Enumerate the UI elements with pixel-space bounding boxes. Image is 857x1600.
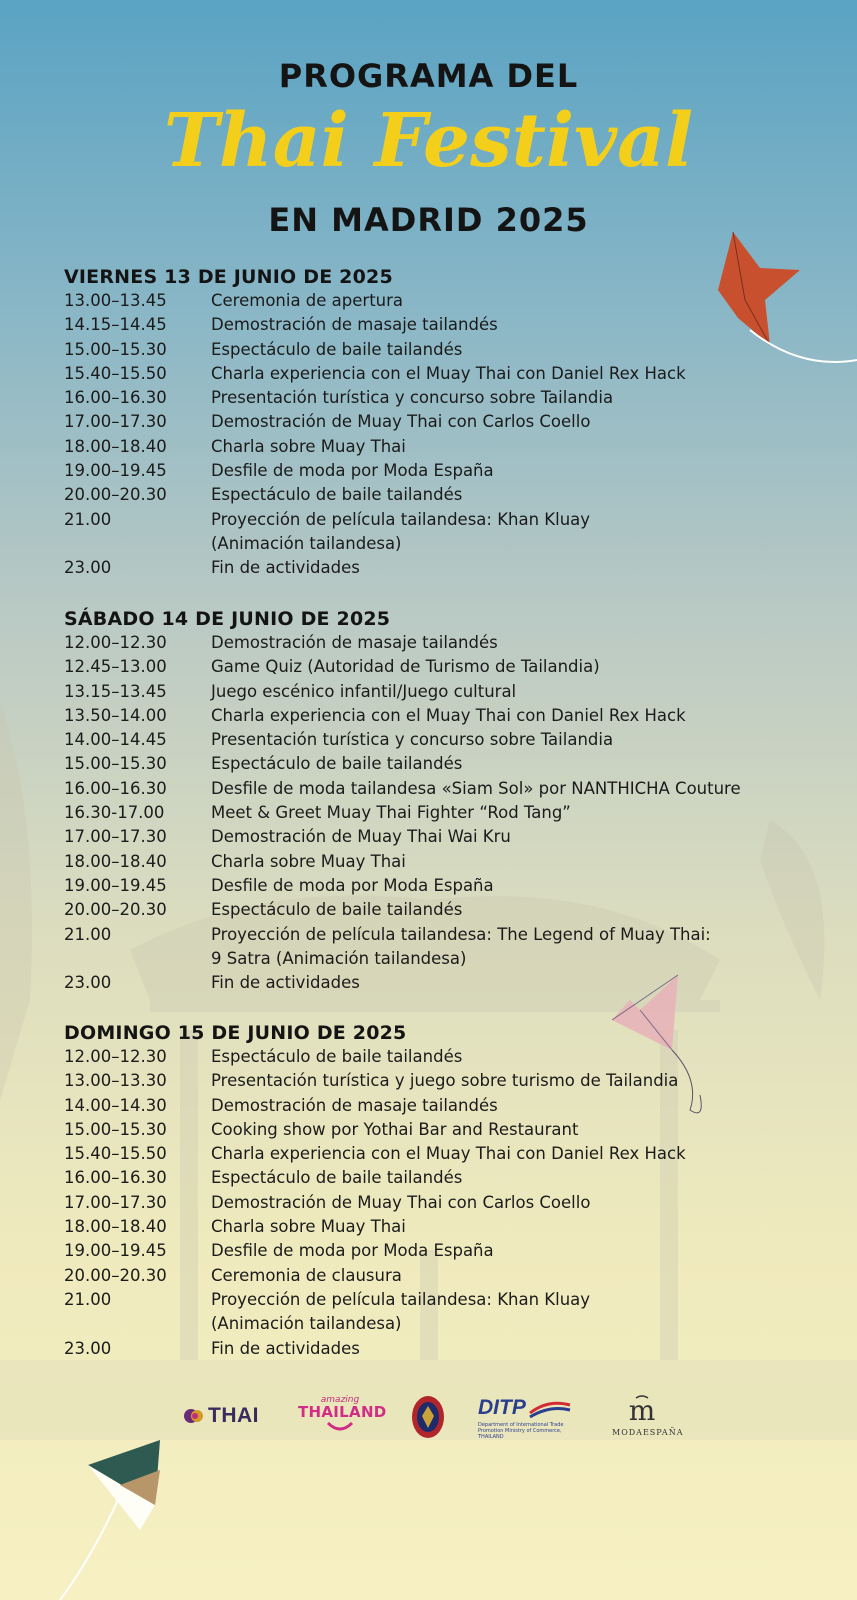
schedule-event: Espectáculo de baile tailandés (211, 1168, 463, 1188)
schedule-row (64, 1288, 824, 1337)
schedule-event: Demostración de Muay Thai con Carlos Coello (211, 412, 591, 432)
moda-espana-text: MODAESPAÑA (612, 1428, 684, 1437)
schedule-row (64, 752, 824, 776)
schedule-event: Charla experiencia con el Muay Thai con Daniel Rex Hack (211, 1144, 686, 1164)
header-bottom-line: EN MADRID 2025 (268, 201, 589, 239)
schedule-event: Fin de actividades (211, 973, 360, 993)
thailand-text: THAILAND (298, 1403, 387, 1421)
schedule-event: Proyección de película tailandesa: Khan Kluay (Animación tailandesa) (211, 1289, 591, 1334)
schedule-event: Demostración de masaje tailandés (211, 1095, 498, 1115)
schedule-row (64, 313, 824, 337)
schedule-row (64, 801, 824, 825)
schedule-row (64, 1239, 824, 1263)
schedule-row (64, 874, 824, 898)
thai-airways-logo (182, 1404, 259, 1428)
green-kite (60, 1440, 160, 1600)
schedule-time: 16.00–16.30 (64, 778, 167, 798)
schedule-time: 18.00–18.40 (64, 1217, 167, 1237)
schedule-row (64, 704, 824, 728)
schedule-time: 13.00–13.30 (64, 1071, 167, 1091)
schedule-event: Fin de actividades (211, 558, 360, 578)
schedule-time: 14.00–14.30 (64, 1095, 167, 1115)
day-title: SÁBADO 14 DE JUNIO DE 2025 (64, 608, 391, 630)
amazing-text: amazing (320, 1395, 360, 1405)
schedule-event: Charla experiencia con el Muay Thai con Daniel Rex Hack (211, 705, 686, 725)
schedule-event: Presentación turística y concurso sobre Tailandia (211, 388, 614, 408)
schedule-row (64, 1264, 824, 1288)
schedule-event: Espectáculo de baile tailandés (211, 1047, 463, 1066)
schedule-row (64, 1045, 824, 1069)
schedule-row (64, 338, 824, 362)
schedule-row (64, 386, 824, 410)
amazing-thailand-logo (298, 1395, 387, 1436)
schedule-time: 23.00 (64, 558, 112, 578)
schedule-time: 19.00–19.45 (64, 875, 167, 895)
smile-icon (325, 1421, 355, 1433)
schedule-row (64, 459, 824, 483)
schedule-time: 14.15–14.45 (64, 315, 167, 335)
schedule-event: Charla sobre Muay Thai (211, 851, 406, 871)
schedule-row (64, 508, 824, 557)
schedule-time: 15.00–15.30 (64, 339, 167, 359)
schedule-event: Demostración de Muay Thai Wai Kru (211, 827, 511, 847)
schedule-event: Desfile de moda por Moda España (211, 1241, 494, 1261)
thai-logo-text: THAI (208, 1404, 259, 1427)
schedule-row (64, 289, 824, 313)
schedule-event: Proyección de película tailandesa: The Legend of Muay Thai: 9 Satra (Animación tailandesa) (211, 924, 711, 968)
schedule-row (64, 410, 824, 434)
schedule-time: 17.00–17.30 (64, 827, 167, 847)
schedule-event: Demostración de masaje tailandés (211, 315, 498, 335)
schedule-time: 12.45–13.00 (64, 657, 167, 677)
schedule-time: 21.00 (64, 924, 112, 944)
schedule-event: Espectáculo de baile tailandés (211, 485, 463, 505)
schedule-row (64, 631, 824, 655)
schedule-time: 19.00–19.45 (64, 1241, 167, 1261)
schedule-event: Presentación turística y concurso sobre Tailandia (211, 730, 614, 750)
schedule-row (64, 362, 824, 386)
garuda-icon (410, 1394, 446, 1440)
schedule-time: 12.00–12.30 (64, 1047, 167, 1066)
schedule-event: Desfile de moda por Moda España (211, 461, 494, 481)
ditp-logo (478, 1396, 578, 1440)
schedule-time: 16.30-17.00 (64, 803, 165, 823)
schedule-event: Presentación turística y juego sobre turismo de Tailandia (211, 1071, 679, 1091)
schedule-time: 16.00–16.30 (64, 388, 167, 408)
schedule-event: Juego escénico infantil/Juego cultural (211, 681, 517, 701)
schedule-row (64, 898, 824, 922)
schedule-time: 17.00–17.30 (64, 412, 167, 432)
schedule-time: 15.40–15.50 (64, 363, 167, 383)
schedule-time: 21.00 (64, 509, 112, 529)
schedule-row (64, 556, 824, 580)
sponsor-logos (0, 1392, 857, 1442)
schedule-row (64, 728, 824, 752)
schedule-event: Cooking show por Yothai Bar and Restaurant (211, 1119, 579, 1139)
moda-m-icon (622, 1394, 662, 1424)
svg-text:m: m (628, 1394, 656, 1424)
schedule-row (64, 777, 824, 801)
schedule-event: Espectáculo de baile tailandés (211, 754, 463, 774)
schedule-event: Espectáculo de baile tailandés (211, 339, 463, 359)
schedule-time: 20.00–20.30 (64, 1265, 167, 1285)
schedule-row (64, 1215, 824, 1239)
schedule-event: Proyección de película tailandesa: Khan Kluay (Animación tailandesa) (211, 509, 591, 553)
schedule-row (64, 1069, 824, 1093)
ditp-subtitle: Department of International Trade Promotion Ministry of Commerce, THAILAND (478, 1422, 564, 1440)
schedule-time: 19.00–19.45 (64, 461, 167, 481)
schedule-time: 12.00–12.30 (64, 633, 167, 652)
garuda-emblem-logo (410, 1394, 446, 1440)
schedule-row (64, 1191, 824, 1215)
thai-orchid-icon (182, 1405, 208, 1427)
schedule-time: 14.00–14.45 (64, 730, 167, 750)
schedule-event: Demostración de masaje tailandés (211, 633, 498, 652)
header-top-line: PROGRAMA DEL (278, 57, 579, 95)
day-title: DOMINGO 15 DE JUNIO DE 2025 (64, 1022, 407, 1044)
schedule-row (64, 1118, 824, 1142)
schedule-event: Espectáculo de baile tailandés (211, 900, 463, 920)
schedule-row (64, 923, 824, 972)
schedule-time: 20.00–20.30 (64, 900, 167, 920)
day-section (64, 1021, 824, 1361)
schedule-event: Charla sobre Muay Thai (211, 1217, 406, 1237)
schedule-time: 18.00–18.40 (64, 436, 167, 456)
day-section (64, 607, 824, 995)
day-title: VIERNES 13 DE JUNIO DE 2025 (64, 266, 393, 288)
schedule-time: 15.00–15.30 (64, 1119, 167, 1139)
schedule-time: 18.00–18.40 (64, 851, 167, 871)
ditp-text: DITP (478, 1396, 526, 1419)
schedule-time: 15.00–15.30 (64, 754, 167, 774)
day-section (64, 265, 824, 581)
schedule-row (64, 850, 824, 874)
schedule-event: Meet & Greet Muay Thai Fighter “Rod Tang” (211, 803, 571, 823)
schedule-time: 23.00 (64, 973, 112, 993)
schedule-event: Ceremonia de apertura (211, 291, 404, 310)
schedule-row (64, 971, 824, 995)
header-festival-name: Thai Festival (163, 98, 694, 184)
schedule-event: Fin de actividades (211, 1338, 360, 1358)
schedule-time: 13.15–13.45 (64, 681, 167, 701)
schedule-event: Game Quiz (Autoridad de Turismo de Tailandia) (211, 657, 600, 677)
schedule-row (64, 825, 824, 849)
ditp-swoosh-icon (526, 1397, 572, 1419)
schedule-time: 20.00–20.30 (64, 485, 167, 505)
schedule-event: Charla sobre Muay Thai (211, 436, 406, 456)
schedule-event: Charla experiencia con el Muay Thai con Daniel Rex Hack (211, 363, 686, 383)
schedule-time: 13.50–14.00 (64, 705, 167, 725)
schedule-time: 16.00–16.30 (64, 1168, 167, 1188)
schedule-row (64, 1094, 824, 1118)
schedule-row (64, 655, 824, 679)
schedule-event: Desfile de moda por Moda España (211, 875, 494, 895)
schedule-row (64, 1166, 824, 1190)
moda-espana-logo (612, 1394, 684, 1437)
schedule-time: 21.00 (64, 1289, 112, 1309)
schedule-row (64, 1142, 824, 1166)
schedule-event: Ceremonia de clausura (211, 1265, 402, 1285)
schedule-row (64, 483, 824, 507)
schedule-time: 13.00–13.45 (64, 291, 167, 310)
schedule-time: 15.40–15.50 (64, 1144, 167, 1164)
schedule-row (64, 435, 824, 459)
schedule-time: 17.00–17.30 (64, 1192, 167, 1212)
schedule-event: Demostración de Muay Thai con Carlos Coello (211, 1192, 591, 1212)
schedule-time: 23.00 (64, 1338, 112, 1358)
schedule-event: Desfile de moda tailandesa «Siam Sol» por NANTHICHA Couture (211, 778, 741, 798)
schedule-row (64, 1337, 824, 1361)
schedule-row (64, 680, 824, 704)
